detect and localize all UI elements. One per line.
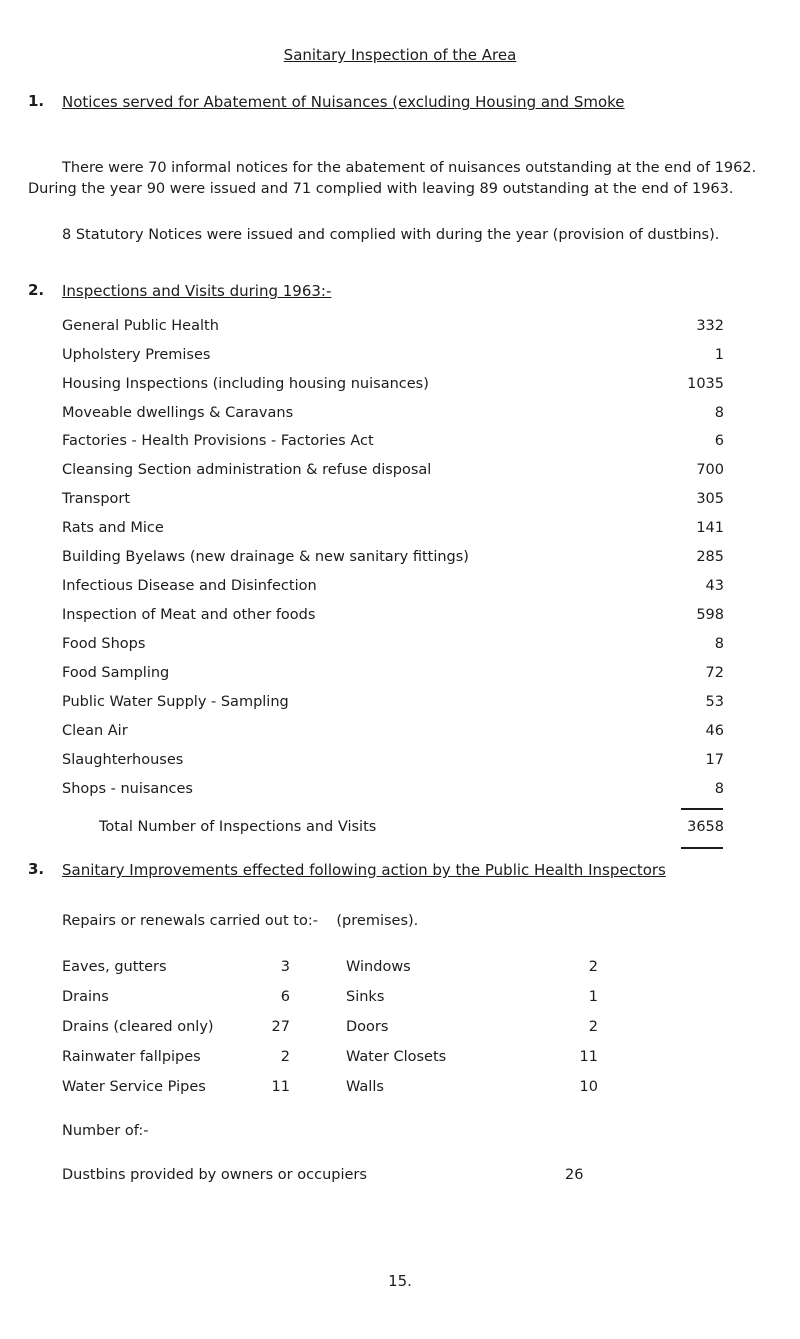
section-1-paragraph-2: 8 Statutory Notices were issued and complied with during the year (provision of dustbins). <box>62 227 720 243</box>
list-item: Clean Air 46 <box>62 723 724 739</box>
total-rule-top <box>681 808 723 810</box>
list-item: Doors <box>346 1019 389 1035</box>
list-item: Eaves, gutters <box>62 959 167 975</box>
list-item: Upholstery Premises 1 <box>62 347 724 363</box>
list-item: Building Byelaws (new drainage & new sanitary fittings) 285 <box>62 549 724 565</box>
list-item-value: 1 <box>588 989 598 1005</box>
section-1-paragraph-1: There were 70 informal notices for the abatement of nuisances outstanding at the end of 1962. During the year 90 were issued and 71 complied with leaving 89 outstanding at the end of 1963. <box>28 160 757 197</box>
repairs-intro: Repairs or renewals carried out to:- (premises). <box>62 913 419 929</box>
list-item: Water Closets <box>346 1049 447 1065</box>
list-item: Factories - Health Provisions - Factories Act 6 <box>62 433 724 449</box>
list-item-value: 6 <box>280 989 290 1005</box>
list-item: Food Sampling 72 <box>62 665 724 681</box>
list-item: Housing Inspections (including housing nuisances) 1035 <box>62 376 724 392</box>
list-item-value: 2 <box>588 1019 598 1035</box>
list-item: Drains (cleared only) <box>62 1019 214 1035</box>
list-item: Food Shops 8 <box>62 636 724 652</box>
list-item-value: 10 <box>579 1079 598 1095</box>
list-item: Shops - nuisances 8 <box>62 781 724 797</box>
list-item: Walls <box>346 1079 384 1095</box>
list-item-value: 11 <box>271 1079 290 1095</box>
section-1-number: 1. <box>28 92 45 110</box>
total-rule-bottom <box>681 847 723 849</box>
list-item-value: 2 <box>588 959 598 975</box>
list-item: Transport 305 <box>62 491 724 507</box>
list-item: Infectious Disease and Disinfection 43 <box>62 578 724 594</box>
list-item: Rainwater fallpipes <box>62 1049 201 1065</box>
list-item: Inspection of Meat and other foods 598 <box>62 607 724 623</box>
page-title: Sanitary Inspection of the Area <box>283 46 517 64</box>
list-item: Public Water Supply - Sampling 53 <box>62 694 724 710</box>
total-label: Total Number of Inspections and Visits <box>99 819 377 835</box>
list-item: Slaughterhouses 17 <box>62 752 724 768</box>
dustbins-value: 26 <box>565 1167 584 1183</box>
list-item: Windows <box>346 959 411 975</box>
list-item: General Public Health 332 <box>62 318 724 334</box>
page-number: 15. <box>388 1272 412 1290</box>
number-of-label: Number of:- <box>62 1123 149 1139</box>
dustbins-label: Dustbins provided by owners or occupiers <box>62 1167 367 1183</box>
total-value: 3658 <box>687 819 724 835</box>
list-item: Moveable dwellings & Caravans 8 <box>62 405 724 421</box>
section-2-heading: Inspections and Visits during 1963:- <box>62 282 332 300</box>
list-item: Drains <box>62 989 109 1005</box>
section-1-heading: Notices served for Abatement of Nuisances (excluding Housing and Smoke <box>62 93 625 111</box>
list-item-value: 11 <box>579 1049 598 1065</box>
list-item: Water Service Pipes <box>62 1079 206 1095</box>
section-2-number: 2. <box>28 281 45 299</box>
list-item-value: 27 <box>271 1019 290 1035</box>
section-3-number: 3. <box>28 860 45 878</box>
section-3-heading: Sanitary Improvements effected following action by the Public Health Inspectors <box>62 861 666 879</box>
total-row <box>99 819 724 841</box>
list-item-value: 2 <box>280 1049 290 1065</box>
list-item: Rats and Mice 141 <box>62 520 724 536</box>
list-item: Cleansing Section administration & refuse disposal 700 <box>62 462 724 478</box>
list-item-value: 3 <box>280 959 290 975</box>
list-item: Sinks <box>346 989 385 1005</box>
